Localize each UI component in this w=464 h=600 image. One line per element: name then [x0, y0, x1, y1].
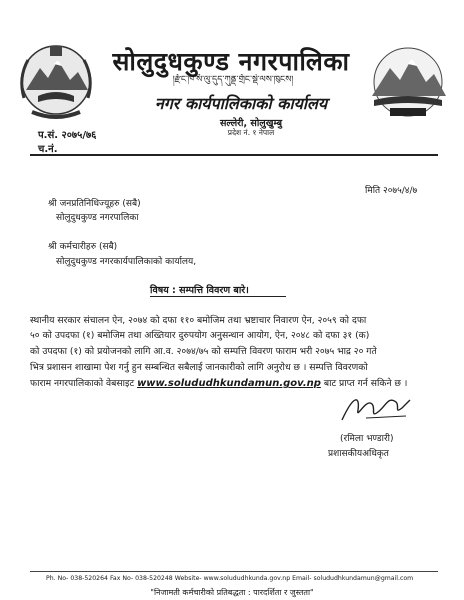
body-line-2: ५० को उपदफा (१) बमोजिम तथा अख्तियार दुरुपयोग अनुसन्धान आयोग, ऐन, २०४८ को दफा ३१ (क) [30, 330, 370, 341]
address-line-2: प्रदेश नं. १ नेपाल [227, 128, 275, 137]
dispatch-number: च.नं. [38, 144, 58, 155]
signatory-name: (रमिला भण्डारी) [340, 434, 394, 444]
body-line-5-suffix: बाट प्राप्त गर्न सकिने छ । [320, 378, 408, 389]
body-line-3: को उपदफा (१) को प्रयोजनको लागि आ.व. २०७४/७५ को सम्पत्ति विवरण फाराम भरी २०७५ भाद्र २० गते [30, 346, 377, 357]
recipient-2-line-2: सोलुदुधकुण्ड नगरकार्यपालिकाको कार्यालय, [56, 257, 197, 267]
address-line-1: सल्लेरी, सोलुखुम्बु [219, 118, 283, 129]
body-line-5 [30, 376, 440, 389]
letter-subject: विषय : सम्पत्ति विवरण बारे। [150, 285, 249, 296]
recipient-2-line-1: श्री कर्मचारीहरु (सबै) [48, 242, 118, 252]
footer-divider [30, 571, 438, 572]
body-line-4: भित्र प्रशासन शाखामा पेश गर्नु हुन सम्बन्धित सबैलाई जानकारीको लागि अनुरोध छ । सम्पत्ति विवरणको [30, 362, 368, 373]
office-title: नगर कार्यपालिकाको कार्यालय [154, 94, 328, 113]
footer-motto: "निजामती कर्मचारीको प्रतिबद्धता : पारदर्शिता र जुस्तता" [150, 588, 314, 597]
municipality-title: सोलुदुधकुण्ड नगरपालिका [112, 47, 350, 76]
website-link[interactable]: www.solududhkundamun.gov.np [137, 378, 321, 389]
municipality-title-tibetan: །རྫོང་ཁ་སོ་ལུ་དུད་ཀུནྡ་གྲོང་སྡེ་ལས་ཁུངས། [172, 75, 294, 85]
subject-underline [150, 296, 286, 297]
reference-number: प.सं. २०७५/७६ [38, 130, 97, 141]
footer-contact: Ph. No- 038-520264 Fax No- 038-520248 Website- www.solududhkunda.gov.np Email- solududhkundamun@gmail.com [46, 575, 414, 582]
letter-date: मिति २०७५/४/७ [365, 186, 418, 196]
body-line-1: स्थानीय सरकार संचालन ऐन, २०७४ को दफा ११० बमोजिम तथा भ्रष्टाचार निवारण ऐन, २०५९ को दफा [30, 315, 367, 326]
body-line-5-prefix: फाराम नगरपालिकाको वेबसाइट [30, 378, 138, 389]
recipient-1-line-1: श्री जनप्रतिनिधिज्यूहरु (सबै) [48, 199, 141, 209]
signature-icon [336, 390, 416, 426]
header-divider [30, 154, 438, 156]
recipient-1-line-2: सोलुदुधकुण्ड नगरपालिका [56, 213, 139, 223]
nepal-emblem-icon [14, 38, 98, 122]
signatory-title: प्रशासकीयअधिकृत [328, 449, 389, 459]
municipality-logo-icon [364, 46, 452, 122]
